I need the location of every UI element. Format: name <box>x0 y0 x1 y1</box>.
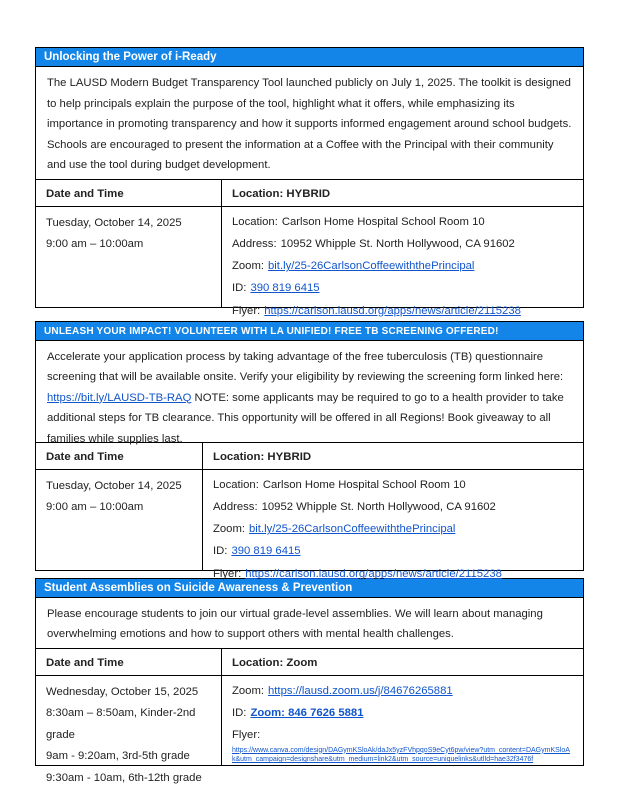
zoom-line <box>213 518 573 540</box>
event-date: Tuesday, October 14, 2025 <box>46 216 182 229</box>
location-line <box>232 211 573 233</box>
date-time-header: Date and Time <box>36 180 222 206</box>
table-header-row <box>36 649 583 675</box>
meeting-id-label: ID: <box>232 282 247 295</box>
tb-description-text: Accelerate your application process by taking advantage of the free tuberculosis (TB) questionnaire screening that will be available onsite. Verify your eligibility by reviewing the screening form linked here: <box>47 350 564 383</box>
meeting-id-link[interactable]: Zoom: 846 7626 5881 <box>250 706 364 719</box>
table-body-row <box>36 675 583 784</box>
meeting-id-link[interactable]: 390 819 6415 <box>231 545 301 558</box>
section-tb-title: UNLEASH YOUR IMPACT! VOLUNTEER WITH LA UNIFIED! FREE TB SCREENING OFFERED! <box>44 325 499 337</box>
location-value: Carlson Home Hospital School Room 10 <box>281 215 485 228</box>
location-cell <box>203 470 583 580</box>
flyer-line <box>232 724 573 746</box>
tb-raq-link[interactable]: https://bit.ly/LAUSD-TB-RAQ <box>47 391 192 404</box>
event-time: 9:00 am – 10:00am <box>46 501 144 513</box>
section-assemblies-description: Please encourage students to join our virtual grade-level assemblies. We will learn about managing overwhelming emotions and how to support others with mental health challenges. <box>35 597 584 649</box>
section-assemblies-table <box>35 648 584 784</box>
section-tb-screening <box>35 321 584 580</box>
zoom-label: Zoom: <box>232 684 265 697</box>
section-iready-table <box>35 179 584 317</box>
section-iready-description: The LAUSD Modern Budget Transparency Tool launched publicly on July 1, 2025. The toolkit is designed to help principals explain the purpose of the tool, highlight what it offers, while emphasizing its importance in promoting transparency and how it supports informed engagement around school budgets. Schools are encouraged to present the information at a Coffee with the Principal with their community and use the tool during budget development. <box>35 66 584 180</box>
table-header-row <box>36 443 583 469</box>
flyer-line <box>232 300 573 322</box>
event-date: Tuesday, October 14, 2025 <box>46 479 182 492</box>
flyer-link[interactable]: https://carlson.lausd.org/apps/news/article/2115238 <box>245 567 502 580</box>
location-line <box>213 474 573 496</box>
assembly-slot-k2: 8:30am – 8:50am, Kinder-2nd grade <box>46 707 196 741</box>
flyer-label: Flyer: <box>213 567 242 580</box>
zoom-label: Zoom: <box>213 523 246 536</box>
location-value: Carlson Home Hospital School Room 10 <box>262 478 466 491</box>
event-date: Wednesday, October 15, 2025 <box>46 685 199 698</box>
date-time-header: Date and Time <box>36 443 203 469</box>
section-tb-header-bar <box>35 321 584 341</box>
event-time: 9:00 am – 10:00am <box>46 238 144 250</box>
location-label: Location: <box>232 215 278 228</box>
location-cell <box>222 676 583 765</box>
address-label: Address: <box>213 500 258 513</box>
meeting-id-line <box>232 702 573 724</box>
table-body-row <box>36 206 583 317</box>
date-time-header: Date and Time <box>36 649 222 675</box>
tb-description-note: NOTE: some applicants may be required to go to a health provider to take additional steps for TB clearance. This opportunity will be offered in all Regions! Book giveaway to all families while supplies last. <box>47 391 564 445</box>
location-header: Location: HYBRID <box>232 187 331 200</box>
zoom-link[interactable]: https://lausd.zoom.us/j/84676265881 <box>268 684 453 697</box>
flyer-link[interactable]: https://carlson.lausd.org/apps/news/article/2115238 <box>264 304 521 317</box>
section-iready <box>35 47 584 317</box>
meeting-id-line <box>213 540 573 562</box>
location-header: Location: Zoom <box>232 656 318 669</box>
date-time-cell <box>36 207 222 307</box>
table-body-row <box>36 469 583 580</box>
flyer-label: Flyer: <box>232 728 261 741</box>
address-value: 10952 Whipple St. North Hollywood, CA 91602 <box>261 500 496 513</box>
flyer-label: Flyer: <box>232 304 261 317</box>
meeting-id-label: ID: <box>232 706 247 719</box>
address-label: Address: <box>232 237 277 250</box>
flyer-canva-link[interactable]: https://www.canva.com/design/DAGymKSloAk/daJx5yzFVhpqoS9eCyt6pw/view?utm_content=DAGymKSloAk&utm_campaign=designshare&utm_medium=link2&utm_source=uniquelinks&utlId=hae32f3476f <box>232 746 570 763</box>
address-line <box>213 496 573 518</box>
location-header: Location: HYBRID <box>213 450 312 463</box>
section-tb-description <box>35 340 584 443</box>
section-assemblies-title: Student Assemblies on Suicide Awareness & Prevention <box>44 581 353 594</box>
section-iready-header-bar <box>35 47 584 67</box>
meeting-id-label: ID: <box>213 545 228 558</box>
assembly-slot-3-5: 9am - 9:20am, 3rd-5th grade <box>46 750 190 762</box>
zoom-label: Zoom: <box>232 260 265 273</box>
section-tb-table <box>35 442 584 580</box>
zoom-link[interactable]: bit.ly/25-26CarlsonCoffeewiththePrincipal <box>268 260 475 273</box>
section-assemblies <box>35 578 584 784</box>
assembly-slot-6-12: 9:30am - 10am, 6th-12th grade <box>46 771 202 784</box>
meeting-id-line <box>232 277 573 299</box>
address-value: 10952 Whipple St. North Hollywood, CA 91602 <box>280 237 515 250</box>
table-header-row <box>36 180 583 206</box>
meeting-id-link[interactable]: 390 819 6415 <box>250 282 320 295</box>
location-label: Location: <box>213 478 259 491</box>
zoom-line <box>232 680 573 702</box>
location-cell <box>222 207 583 317</box>
address-line <box>232 233 573 255</box>
date-time-cell <box>36 470 203 570</box>
zoom-link[interactable]: bit.ly/25-26CarlsonCoffeewiththePrincipal <box>249 523 456 536</box>
date-time-cell <box>36 676 222 784</box>
section-iready-title: Unlocking the Power of i-Ready <box>44 51 217 63</box>
zoom-line <box>232 255 573 277</box>
